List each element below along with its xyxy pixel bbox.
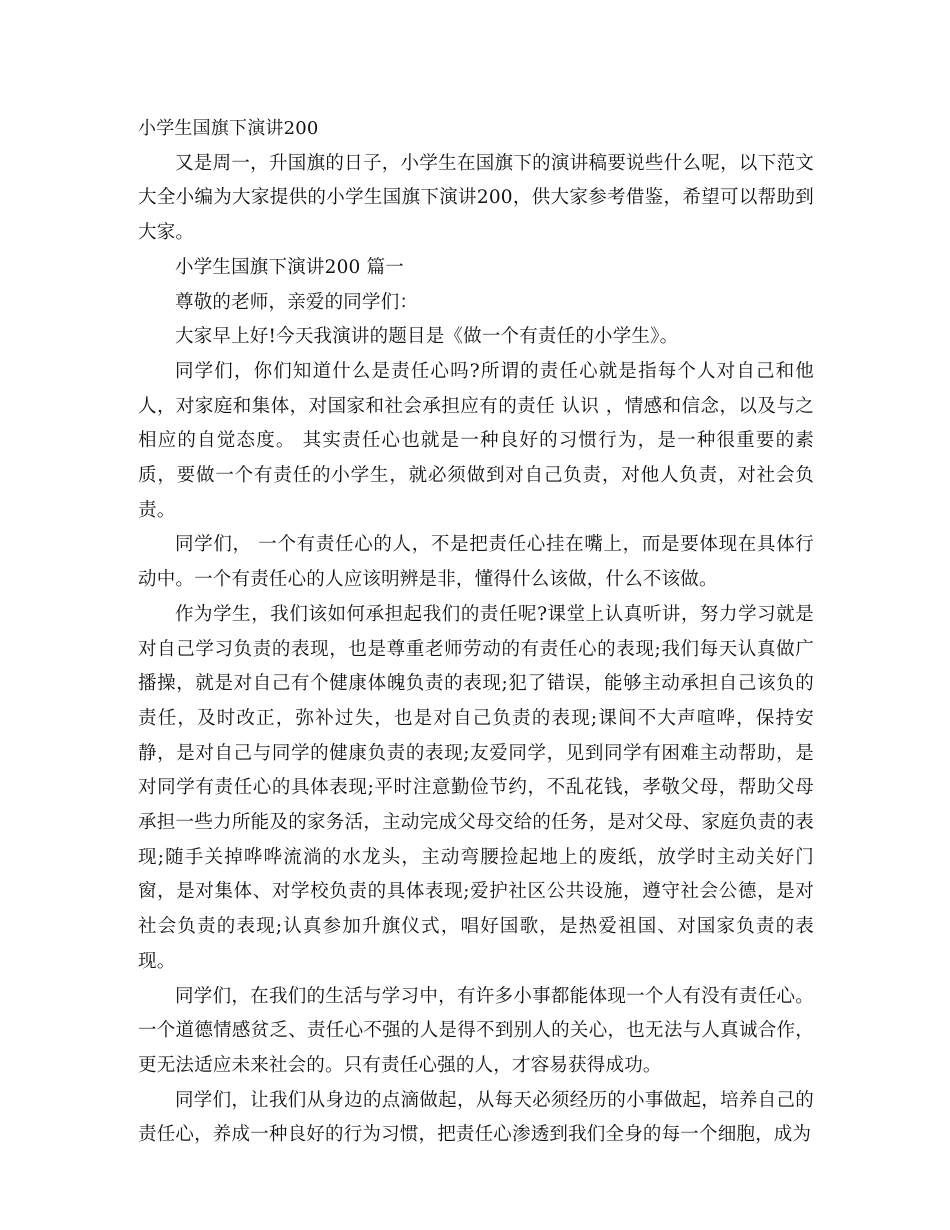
body-paragraph: 同学们，在我们的生活与学习中，有许多小事都能体现一个人有没有责任心。一个道德情感贫乏、责任心不强的人是得不到别人的关心，也无法与人真诚合作，更无法适应未来社会的。只有责任心强的人，才容易获得成功。	[138, 985, 814, 1076]
intro-paragraph: 又是周一，升国旗的日子，小学生在国旗下的演讲稿要说些什么呢，以下范文大全小编为大家提供的小学生国旗下演讲200，供大家参考借鉴，希望可以帮助到大家。	[138, 152, 814, 244]
document-title: 小学生国旗下演讲200	[138, 118, 319, 139]
body-paragraph: 同学们，你们知道什么是责任心吗?所谓的责任心就是指每个人对自己和他人，对家庭和集体，对国家和社会承担应有的责任 认识 ，情感和信念，以及与之相应的自觉态度。 其实责任心也就是一种良好的习惯行为，是一种很重要的素质，要做一个有责任的小学生，就必须做到对自己负责，对他人负责，对社会负责。	[138, 360, 814, 521]
document-page	[138, 112, 814, 1153]
body-paragraph: 同学们， 一个有责任心的人，不是把责任心挂在嘴上，而是要体现在具体行动中。一个有责任心的人应该明辨是非，懂得什么该做，什么不该做。	[138, 534, 814, 591]
salutation: 尊敬的老师，亲爱的同学们：	[175, 291, 419, 313]
section-heading: 小学生国旗下演讲200 篇一	[175, 256, 404, 278]
body-paragraph: 作为学生，我们该如何承担起我们的责任呢?课堂上认真听讲，努力学习就是对自己学习负责的表现，也是尊重老师劳动的有责任心的表现;我们每天认真做广播操，就是对自己有个健康体魄负责的表现;犯了错误，能够主动承担自己该负的责任，及时改正，弥补过失，也是对自己负责的表现;课间不大声喧哗，保持安静，是对自己与同学的健康负责的表现;友爱同学，见到同学有困难主动帮助，是对同学有责任心的具体表现;平时注意勤俭节约，不乱花钱，孝敬父母，帮助父母承担一些力所能及的家务活，主动完成父母交给的任务，是对父母、家庭负责的表现;随手关掉哗哗流淌的水龙头，主动弯腰捡起地上的废纸，放学时主动关好门窗，是对集体、对学校负责的具体表现;爱护社区公共设施，遵守社会公德，是对社会负责的表现;认真参加升旗仪式，唱好国歌，是热爱祖国、对国家负责的表现。	[138, 603, 814, 972]
body-paragraph: 大家早上好!今天我演讲的题目是《做一个有责任的小学生》。	[175, 326, 679, 348]
body-paragraph: 同学们，让我们从身边的点滴做起，从每天必须经历的小事做起，培养自己的责任心，养成一种良好的行为习惯，把责任心渗透到我们全身的每一个细胞，成为	[138, 1089, 814, 1146]
